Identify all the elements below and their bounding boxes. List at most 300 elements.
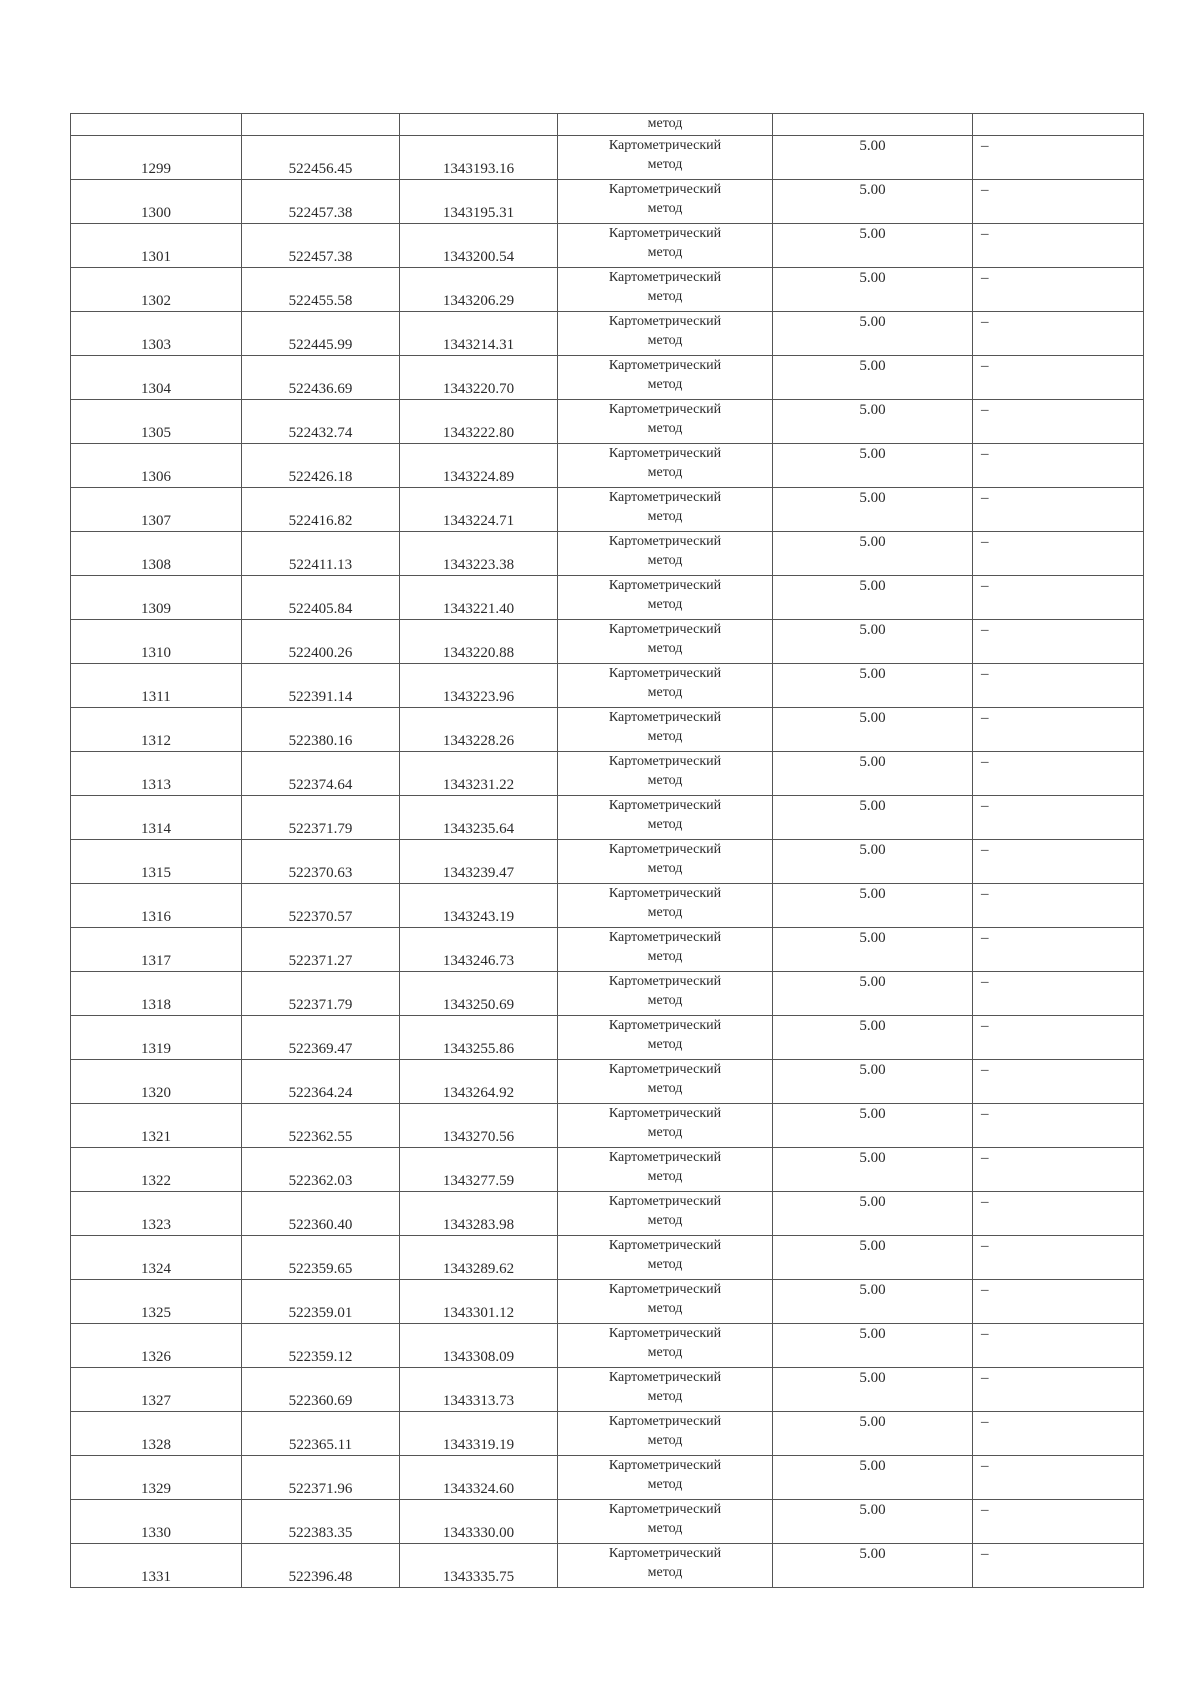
x-coordinate-cell: 522371.27 — [242, 928, 400, 972]
method-line-1: Картометрический — [608, 1238, 722, 1253]
x-coordinate-cell: 522391.14 — [242, 664, 400, 708]
x-coordinate-cell: 522371.96 — [242, 1456, 400, 1500]
method-line-2: метод — [647, 641, 683, 656]
x-coordinate-cell: 522396.48 — [242, 1544, 400, 1588]
y-coordinate-cell: 1343335.75 — [400, 1544, 558, 1588]
x-coordinate-cell: 522432.74 — [242, 400, 400, 444]
method-cell — [558, 180, 773, 224]
table-row — [71, 224, 1144, 268]
x-coordinate-cell: 522362.03 — [242, 1148, 400, 1192]
method-line-1: Картометрический — [608, 138, 722, 153]
note-cell: – — [973, 796, 1144, 840]
point-number-cell: 1304 — [71, 356, 242, 400]
method-cell — [558, 1060, 773, 1104]
point-number-cell: 1302 — [71, 268, 242, 312]
point-number-cell: 1323 — [71, 1192, 242, 1236]
note-cell: – — [973, 1016, 1144, 1060]
note-cell: – — [973, 444, 1144, 488]
table-row — [71, 1412, 1144, 1456]
table-row — [71, 1280, 1144, 1324]
y-coordinate-cell — [400, 114, 558, 136]
table-row — [71, 180, 1144, 224]
method-line-1: Картометрический — [608, 1546, 722, 1561]
table-row — [71, 1236, 1144, 1280]
note-cell: – — [973, 1148, 1144, 1192]
note-cell: – — [973, 928, 1144, 972]
table-row — [71, 1324, 1144, 1368]
method-cell — [558, 356, 773, 400]
y-coordinate-cell: 1343250.69 — [400, 972, 558, 1016]
accuracy-cell: 5.00 — [773, 928, 973, 972]
accuracy-cell: 5.00 — [773, 620, 973, 664]
y-coordinate-cell: 1343224.89 — [400, 444, 558, 488]
method-cell — [558, 444, 773, 488]
table-row — [71, 488, 1144, 532]
table-row — [71, 576, 1144, 620]
y-coordinate-cell: 1343223.96 — [400, 664, 558, 708]
accuracy-cell: 5.00 — [773, 1148, 973, 1192]
table-row — [71, 796, 1144, 840]
accuracy-cell: 5.00 — [773, 136, 973, 180]
method-line-1: Картометрический — [608, 1018, 722, 1033]
method-line-1: Картометрический — [608, 490, 722, 505]
table-row — [71, 840, 1144, 884]
table-row — [71, 532, 1144, 576]
y-coordinate-cell: 1343206.29 — [400, 268, 558, 312]
method-line-1: Картометрический — [608, 446, 722, 461]
method-cell — [558, 664, 773, 708]
point-number-cell: 1301 — [71, 224, 242, 268]
coordinates-table — [70, 113, 1144, 1588]
note-cell: – — [973, 576, 1144, 620]
method-cell — [558, 114, 773, 136]
point-number-cell: 1305 — [71, 400, 242, 444]
note-cell: – — [973, 136, 1144, 180]
y-coordinate-cell: 1343283.98 — [400, 1192, 558, 1236]
x-coordinate-cell: 522405.84 — [242, 576, 400, 620]
accuracy-cell: 5.00 — [773, 1500, 973, 1544]
point-number-cell: 1320 — [71, 1060, 242, 1104]
accuracy-cell: 5.00 — [773, 972, 973, 1016]
table-row — [71, 620, 1144, 664]
method-line-2: метод — [647, 421, 683, 436]
method-line-1: Картометрический — [608, 974, 722, 989]
y-coordinate-cell: 1343319.19 — [400, 1412, 558, 1456]
x-coordinate-cell: 522360.69 — [242, 1368, 400, 1412]
note-cell: – — [973, 224, 1144, 268]
x-coordinate-cell: 522370.57 — [242, 884, 400, 928]
method-line-1: Картометрический — [608, 842, 722, 857]
table-row — [71, 1104, 1144, 1148]
table-row — [71, 136, 1144, 180]
y-coordinate-cell: 1343264.92 — [400, 1060, 558, 1104]
method-line-2: метод — [647, 1521, 683, 1536]
point-number-cell: 1314 — [71, 796, 242, 840]
table-row — [71, 708, 1144, 752]
accuracy-cell: 5.00 — [773, 1280, 973, 1324]
method-line-2: метод — [647, 1169, 683, 1184]
table-body — [71, 114, 1144, 1588]
note-cell: – — [973, 1236, 1144, 1280]
note-cell: – — [973, 752, 1144, 796]
accuracy-cell: 5.00 — [773, 268, 973, 312]
point-number-cell: 1331 — [71, 1544, 242, 1588]
note-cell: – — [973, 1060, 1144, 1104]
note-cell: – — [973, 268, 1144, 312]
point-number-cell: 1300 — [71, 180, 242, 224]
method-line-1: Картометрический — [608, 666, 722, 681]
method-cell — [558, 1016, 773, 1060]
method-line-2: метод — [647, 377, 683, 392]
point-number-cell: 1322 — [71, 1148, 242, 1192]
x-coordinate-cell: 522426.18 — [242, 444, 400, 488]
method-cell — [558, 1368, 773, 1412]
method-cell — [558, 620, 773, 664]
method-cell — [558, 268, 773, 312]
method-line-1: Картометрический — [608, 1414, 722, 1429]
method-cell — [558, 840, 773, 884]
method-line-2: метод — [647, 1477, 683, 1492]
accuracy-cell: 5.00 — [773, 400, 973, 444]
method-line-1: Картометрический — [608, 534, 722, 549]
point-number-cell: 1328 — [71, 1412, 242, 1456]
method-line-2: метод — [647, 1125, 683, 1140]
x-coordinate-cell: 522360.40 — [242, 1192, 400, 1236]
x-coordinate-cell: 522457.38 — [242, 180, 400, 224]
method-line-1: Картометрический — [608, 226, 722, 241]
accuracy-cell: 5.00 — [773, 1236, 973, 1280]
y-coordinate-cell: 1343220.70 — [400, 356, 558, 400]
method-line-2: метод — [647, 1081, 683, 1096]
table-row — [71, 1016, 1144, 1060]
method-cell — [558, 576, 773, 620]
method-line-2: метод — [647, 553, 683, 568]
accuracy-cell: 5.00 — [773, 1104, 973, 1148]
accuracy-cell: 5.00 — [773, 444, 973, 488]
note-cell: – — [973, 312, 1144, 356]
method-line-2: метод — [647, 116, 683, 131]
accuracy-cell: 5.00 — [773, 1544, 973, 1588]
accuracy-cell: 5.00 — [773, 180, 973, 224]
table-row — [71, 1192, 1144, 1236]
method-cell — [558, 1544, 773, 1588]
method-line-2: метод — [647, 597, 683, 612]
note-cell: – — [973, 400, 1144, 444]
note-cell: – — [973, 488, 1144, 532]
table-row — [71, 1544, 1144, 1588]
method-line-2: метод — [647, 773, 683, 788]
y-coordinate-cell: 1343313.73 — [400, 1368, 558, 1412]
point-number-cell: 1303 — [71, 312, 242, 356]
method-cell — [558, 224, 773, 268]
table-row — [71, 752, 1144, 796]
method-line-1: Картометрический — [608, 754, 722, 769]
point-number-cell: 1330 — [71, 1500, 242, 1544]
note-cell: – — [973, 532, 1144, 576]
method-cell — [558, 1148, 773, 1192]
accuracy-cell: 5.00 — [773, 664, 973, 708]
method-line-1: Картометрический — [608, 1106, 722, 1121]
method-line-1: Картометрический — [608, 1150, 722, 1165]
method-line-2: метод — [647, 245, 683, 260]
note-cell: – — [973, 708, 1144, 752]
accuracy-cell: 5.00 — [773, 1060, 973, 1104]
method-line-1: Картометрический — [608, 622, 722, 637]
table-row — [71, 444, 1144, 488]
method-line-2: метод — [647, 905, 683, 920]
method-line-1: Картометрический — [608, 270, 722, 285]
method-line-2: метод — [647, 685, 683, 700]
y-coordinate-cell: 1343228.26 — [400, 708, 558, 752]
method-line-2: метод — [647, 1389, 683, 1404]
y-coordinate-cell: 1343243.19 — [400, 884, 558, 928]
x-coordinate-cell: 522411.13 — [242, 532, 400, 576]
point-number-cell: 1309 — [71, 576, 242, 620]
point-number-cell: 1318 — [71, 972, 242, 1016]
method-cell — [558, 312, 773, 356]
accuracy-cell: 5.00 — [773, 576, 973, 620]
y-coordinate-cell: 1343200.54 — [400, 224, 558, 268]
method-line-1: Картометрический — [608, 1282, 722, 1297]
table-row — [71, 928, 1144, 972]
method-line-1: Картометрический — [608, 886, 722, 901]
point-number-cell: 1313 — [71, 752, 242, 796]
note-cell: – — [973, 1324, 1144, 1368]
method-line-1: Картометрический — [608, 182, 722, 197]
method-line-1: Картометрический — [608, 1502, 722, 1517]
table-row — [71, 972, 1144, 1016]
x-coordinate-cell: 522362.55 — [242, 1104, 400, 1148]
method-line-2: метод — [647, 861, 683, 876]
method-line-1: Картометрический — [608, 1370, 722, 1385]
accuracy-cell: 5.00 — [773, 1456, 973, 1500]
accuracy-cell — [773, 114, 973, 136]
x-coordinate-cell: 522380.16 — [242, 708, 400, 752]
method-line-2: метод — [647, 1565, 683, 1580]
method-cell — [558, 1456, 773, 1500]
point-number-cell: 1317 — [71, 928, 242, 972]
accuracy-cell: 5.00 — [773, 1412, 973, 1456]
y-coordinate-cell: 1343222.80 — [400, 400, 558, 444]
table-row — [71, 268, 1144, 312]
note-cell: – — [973, 884, 1144, 928]
method-line-2: метод — [647, 1257, 683, 1272]
note-cell: – — [973, 1368, 1144, 1412]
point-number-cell: 1321 — [71, 1104, 242, 1148]
table-row — [71, 1060, 1144, 1104]
method-cell — [558, 972, 773, 1016]
y-coordinate-cell: 1343270.56 — [400, 1104, 558, 1148]
accuracy-cell: 5.00 — [773, 312, 973, 356]
x-coordinate-cell: 522365.11 — [242, 1412, 400, 1456]
y-coordinate-cell: 1343195.31 — [400, 180, 558, 224]
note-cell: – — [973, 356, 1144, 400]
table-row — [71, 400, 1144, 444]
method-cell — [558, 1104, 773, 1148]
method-line-2: метод — [647, 465, 683, 480]
x-coordinate-cell: 522400.26 — [242, 620, 400, 664]
note-cell: – — [973, 1500, 1144, 1544]
method-line-1: Картометрический — [608, 1458, 722, 1473]
point-number-cell: 1307 — [71, 488, 242, 532]
accuracy-cell: 5.00 — [773, 796, 973, 840]
y-coordinate-cell: 1343246.73 — [400, 928, 558, 972]
note-cell: – — [973, 1456, 1144, 1500]
y-coordinate-cell: 1343239.47 — [400, 840, 558, 884]
method-line-1: Картометрический — [608, 1194, 722, 1209]
note-cell: – — [973, 972, 1144, 1016]
method-cell — [558, 400, 773, 444]
method-line-1: Картометрический — [608, 578, 722, 593]
accuracy-cell: 5.00 — [773, 752, 973, 796]
x-coordinate-cell: 522383.35 — [242, 1500, 400, 1544]
method-line-2: метод — [647, 509, 683, 524]
x-coordinate-cell: 522436.69 — [242, 356, 400, 400]
accuracy-cell: 5.00 — [773, 532, 973, 576]
point-number-cell: 1316 — [71, 884, 242, 928]
y-coordinate-cell: 1343223.38 — [400, 532, 558, 576]
method-line-2: метод — [647, 1345, 683, 1360]
table-row — [71, 1368, 1144, 1412]
method-cell — [558, 1192, 773, 1236]
y-coordinate-cell: 1343221.40 — [400, 576, 558, 620]
accuracy-cell: 5.00 — [773, 488, 973, 532]
method-line-2: метод — [647, 817, 683, 832]
method-cell — [558, 752, 773, 796]
note-cell: – — [973, 1192, 1144, 1236]
table-row — [71, 664, 1144, 708]
point-number-cell: 1315 — [71, 840, 242, 884]
note-cell: – — [973, 1544, 1144, 1588]
x-coordinate-cell: 522359.12 — [242, 1324, 400, 1368]
point-number-cell: 1306 — [71, 444, 242, 488]
note-cell: – — [973, 620, 1144, 664]
y-coordinate-cell: 1343324.60 — [400, 1456, 558, 1500]
y-coordinate-cell: 1343231.22 — [400, 752, 558, 796]
accuracy-cell: 5.00 — [773, 1016, 973, 1060]
note-cell: – — [973, 664, 1144, 708]
method-cell — [558, 488, 773, 532]
method-line-1: Картометрический — [608, 710, 722, 725]
x-coordinate-cell: 522455.58 — [242, 268, 400, 312]
point-number-cell: 1312 — [71, 708, 242, 752]
point-number-cell: 1329 — [71, 1456, 242, 1500]
y-coordinate-cell: 1343214.31 — [400, 312, 558, 356]
y-coordinate-cell: 1343277.59 — [400, 1148, 558, 1192]
point-number-cell: 1324 — [71, 1236, 242, 1280]
x-coordinate-cell — [242, 114, 400, 136]
method-cell — [558, 1500, 773, 1544]
y-coordinate-cell: 1343255.86 — [400, 1016, 558, 1060]
y-coordinate-cell: 1343308.09 — [400, 1324, 558, 1368]
method-cell — [558, 532, 773, 576]
x-coordinate-cell: 522445.99 — [242, 312, 400, 356]
method-line-2: метод — [647, 993, 683, 1008]
accuracy-cell: 5.00 — [773, 356, 973, 400]
x-coordinate-cell: 522371.79 — [242, 796, 400, 840]
table-row — [71, 356, 1144, 400]
method-line-1: Картометрический — [608, 930, 722, 945]
y-coordinate-cell: 1343330.00 — [400, 1500, 558, 1544]
method-line-2: метод — [647, 289, 683, 304]
method-cell — [558, 708, 773, 752]
method-line-2: метод — [647, 1213, 683, 1228]
y-coordinate-cell: 1343224.71 — [400, 488, 558, 532]
method-cell — [558, 1412, 773, 1456]
accuracy-cell: 5.00 — [773, 840, 973, 884]
method-cell — [558, 1280, 773, 1324]
note-cell: – — [973, 180, 1144, 224]
table-row — [71, 1456, 1144, 1500]
x-coordinate-cell: 522359.65 — [242, 1236, 400, 1280]
method-line-2: метод — [647, 333, 683, 348]
method-line-2: метод — [647, 729, 683, 744]
note-cell: – — [973, 1412, 1144, 1456]
x-coordinate-cell: 522456.45 — [242, 136, 400, 180]
y-coordinate-cell: 1343193.16 — [400, 136, 558, 180]
point-number-cell: 1299 — [71, 136, 242, 180]
method-line-1: Картометрический — [608, 314, 722, 329]
accuracy-cell: 5.00 — [773, 884, 973, 928]
method-line-1: Картометрический — [608, 358, 722, 373]
table-row — [71, 1500, 1144, 1544]
point-number-cell: 1327 — [71, 1368, 242, 1412]
note-cell: – — [973, 1104, 1144, 1148]
method-line-1: Картометрический — [608, 1326, 722, 1341]
method-cell — [558, 1324, 773, 1368]
method-line-2: метод — [647, 157, 683, 172]
note-cell: – — [973, 840, 1144, 884]
method-line-2: метод — [647, 201, 683, 216]
note-cell: – — [973, 1280, 1144, 1324]
x-coordinate-cell: 522359.01 — [242, 1280, 400, 1324]
note-cell — [973, 114, 1144, 136]
y-coordinate-cell: 1343289.62 — [400, 1236, 558, 1280]
method-line-1: Картометрический — [608, 1062, 722, 1077]
method-line-1: Картометрический — [608, 402, 722, 417]
y-coordinate-cell: 1343301.12 — [400, 1280, 558, 1324]
table-row — [71, 884, 1144, 928]
point-number-cell: 1310 — [71, 620, 242, 664]
point-number-cell: 1325 — [71, 1280, 242, 1324]
method-line-2: метод — [647, 1301, 683, 1316]
y-coordinate-cell: 1343235.64 — [400, 796, 558, 840]
table-row-continuation — [71, 114, 1144, 136]
point-number-cell: 1319 — [71, 1016, 242, 1060]
x-coordinate-cell: 522457.38 — [242, 224, 400, 268]
method-line-2: метод — [647, 1037, 683, 1052]
accuracy-cell: 5.00 — [773, 1192, 973, 1236]
accuracy-cell: 5.00 — [773, 1368, 973, 1412]
point-number-cell: 1326 — [71, 1324, 242, 1368]
x-coordinate-cell: 522370.63 — [242, 840, 400, 884]
method-cell — [558, 884, 773, 928]
method-cell — [558, 796, 773, 840]
point-number-cell — [71, 114, 242, 136]
accuracy-cell: 5.00 — [773, 708, 973, 752]
method-cell — [558, 928, 773, 972]
accuracy-cell: 5.00 — [773, 1324, 973, 1368]
point-number-cell: 1311 — [71, 664, 242, 708]
point-number-cell: 1308 — [71, 532, 242, 576]
table-row — [71, 312, 1144, 356]
method-cell — [558, 1236, 773, 1280]
x-coordinate-cell: 522371.79 — [242, 972, 400, 1016]
x-coordinate-cell: 522374.64 — [242, 752, 400, 796]
x-coordinate-cell: 522364.24 — [242, 1060, 400, 1104]
table-row — [71, 1148, 1144, 1192]
method-line-2: метод — [647, 1433, 683, 1448]
